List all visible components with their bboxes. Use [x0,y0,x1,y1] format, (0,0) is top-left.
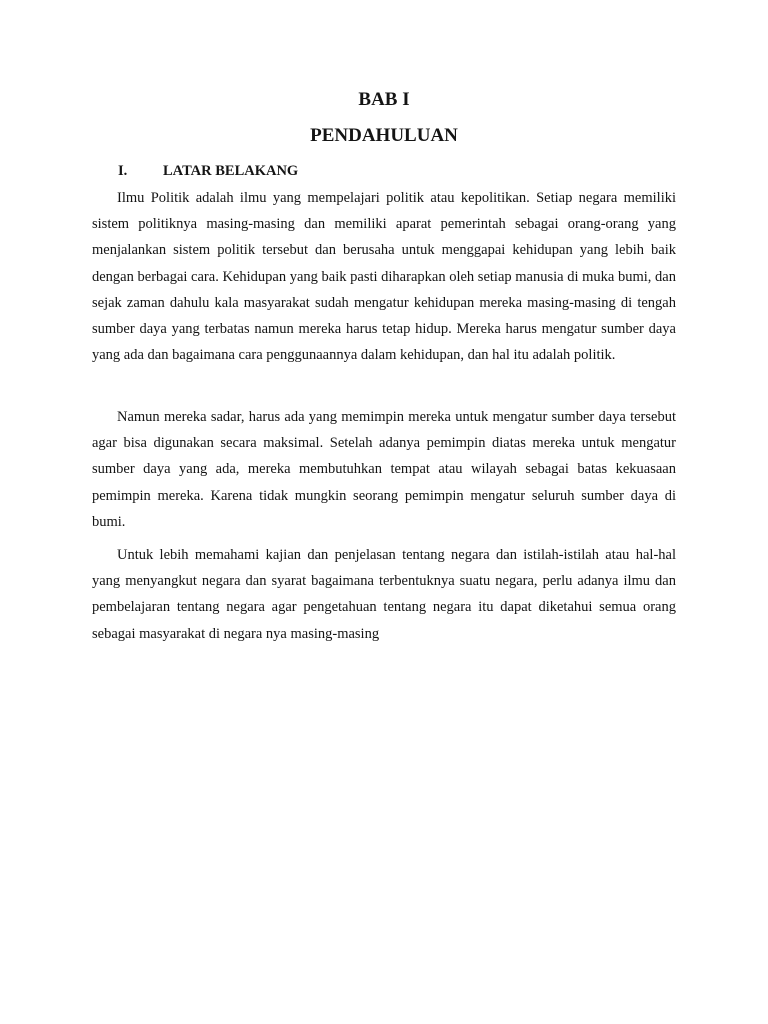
paragraph: Namun mereka sadar, harus ada yang memimpin mereka untuk mengatur sumber daya tersebut agar bisa digunakan secara maksimal. Setelah adanya pemimpin diatas mereka untuk mengatur sumber daya yang ada, mereka membutuhkan tempat atau wilayah sebagai batas kekuasaan pemimpin mereka. Karena tidak mungkin seorang pemimpin mengatur seluruh sumber daya di bumi. [92,409,676,530]
chapter-number: BAB I [358,89,410,110]
section-number: I. [118,163,128,179]
paragraph: Ilmu Politik adalah ilmu yang mempelajari politik atau kepolitikan. Setiap negara memiliki sistem politiknya masing-masing dan memiliki aparat pemerintah sebagai orang-orang yang menjalankan sistem politik tersebut dan berusaha untuk menggapai kehidupan yang lebih baik dengan berbagai cara. Kehidupan yang baik pasti diharapkan oleh setiap manusia di muka bumi, dan sejak zaman dahulu kala masyarakat sudah mengatur kehidupan mereka masing-masing di tengah sumber daya yang terbatas namun mereka harus tetap hidup. Mereka harus mengatur sumber daya yang ada dan bagaimana cara penggunaannya dalam kehidupan, dan hal itu adalah politik. [92,190,676,364]
paragraph: Untuk lebih memahami kajian dan penjelasan tentang negara dan istilah-istilah atau hal-hal yang menyangkut negara dan syarat bagaimana terbentuknya suatu negara, perlu adanya ilmu dan pembelajaran tentang negara agar pengetahuan tentang negara itu dapat diketahui semua orang sebagai masyarakat di negara nya masing-masing [92,547,676,642]
section-title: LATAR BELAKANG [163,163,299,179]
paragraph-block [92,542,676,647]
paragraph-block [92,185,676,368]
chapter-title: PENDAHULUAN [310,125,458,146]
paragraph-block [92,404,676,535]
